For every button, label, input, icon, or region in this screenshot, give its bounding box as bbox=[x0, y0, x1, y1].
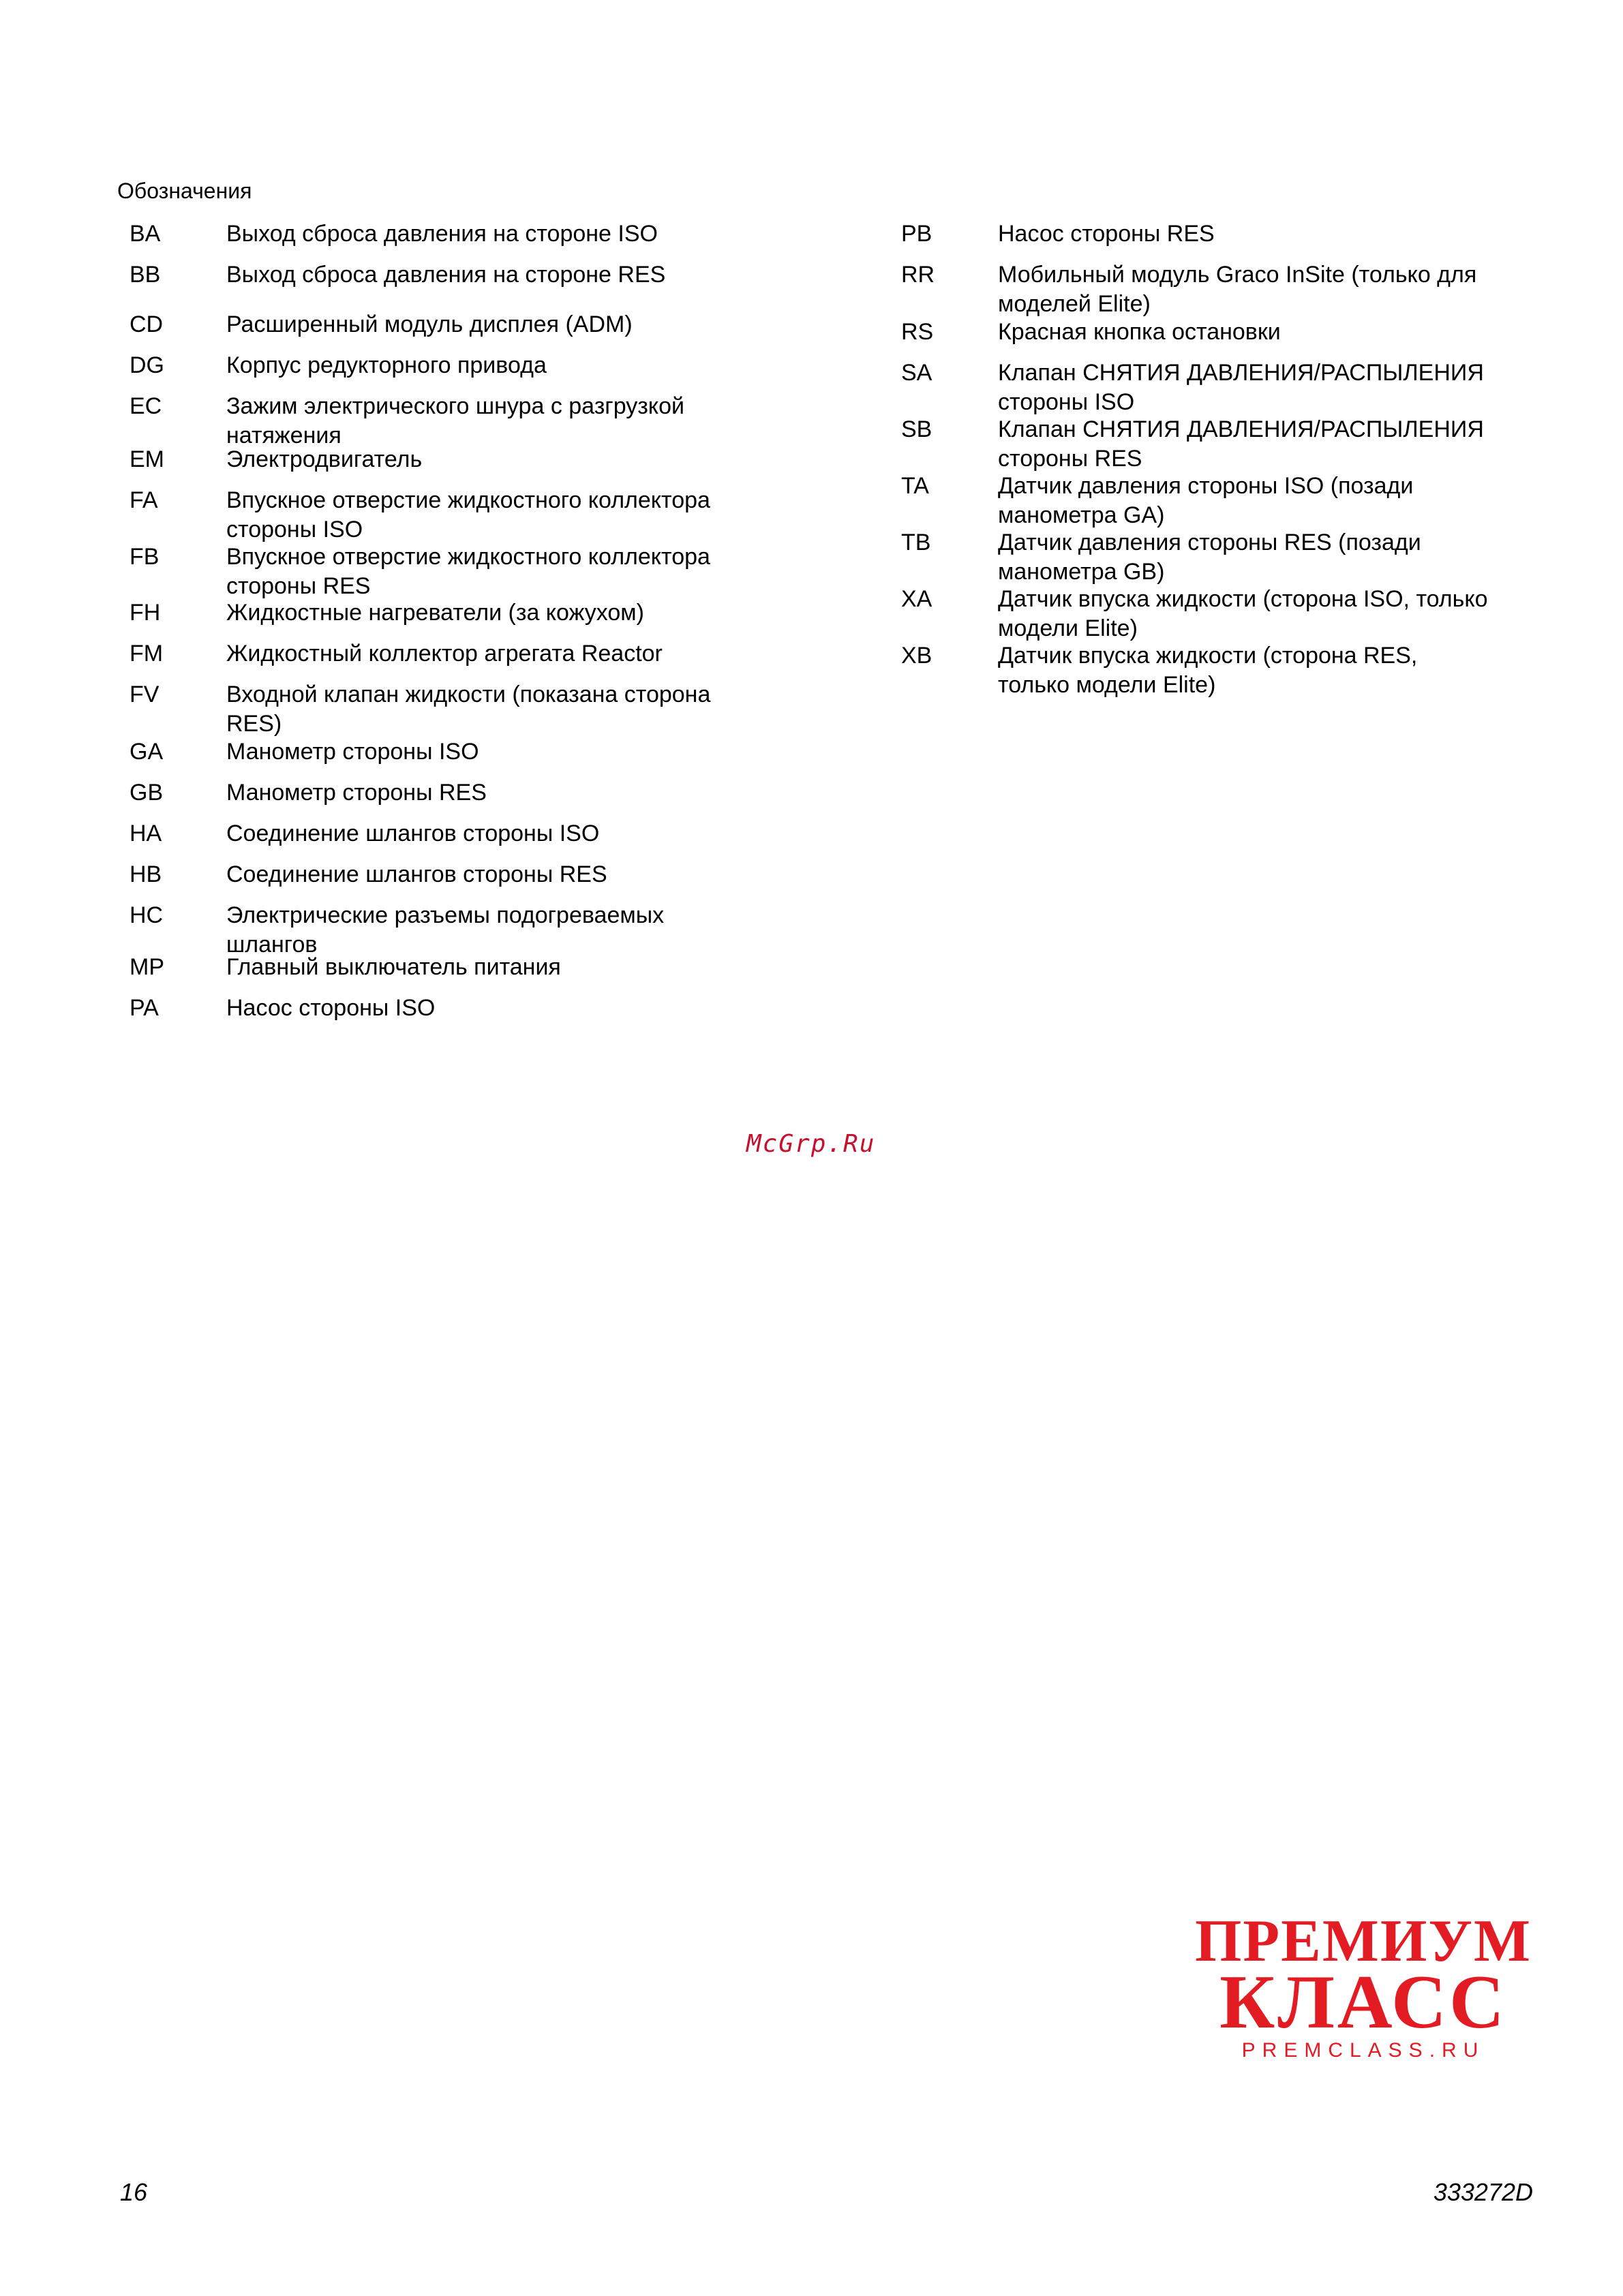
legend-code: GA bbox=[130, 739, 164, 765]
legend-code: EC bbox=[130, 393, 162, 419]
logo-line-premium: ПРЕМИУМ bbox=[1194, 1908, 1532, 1974]
legend-description: Манометр стороны ISO bbox=[226, 739, 479, 765]
legend-code: FB bbox=[130, 544, 160, 570]
legend-description: Соединение шлангов стороны RES bbox=[226, 861, 607, 887]
legend-code: XB bbox=[901, 643, 932, 669]
legend-code: CD bbox=[130, 311, 164, 337]
legend-code: XA bbox=[901, 586, 932, 612]
legend-code: RS bbox=[901, 319, 934, 345]
legend-heading: Обозначения bbox=[117, 179, 252, 203]
legend-description: Жидкостные нагреватели (за кожухом) bbox=[226, 600, 644, 626]
legend-code: FM bbox=[130, 641, 164, 667]
legend-description: Выход сброса давления на стороне ISO bbox=[226, 221, 658, 247]
logo-line-class: КЛАСС bbox=[1219, 1960, 1507, 2045]
legend-description: Входной клапан жидкости (показана сторона RES) bbox=[226, 682, 711, 737]
logo-line-domain: PREMCLASS.RU bbox=[1241, 2039, 1485, 2062]
legend-code: HB bbox=[130, 861, 162, 887]
legend-code: FA bbox=[130, 487, 158, 513]
legend-code: TB bbox=[901, 530, 931, 555]
premclass-logo bbox=[1193, 1908, 1534, 2062]
legend-code: MP bbox=[130, 954, 164, 980]
legend-description: Красная кнопка остановки bbox=[998, 319, 1281, 345]
legend-code: HC bbox=[130, 902, 164, 928]
legend-description: Насос стороны RES bbox=[998, 221, 1215, 247]
legend-description: Мобильный модуль Graco InSite (только для моделей Elite) bbox=[998, 262, 1477, 317]
legend-description: Электрические разъемы подогреваемых шлангов bbox=[226, 902, 665, 958]
legend-description: Выход сброса давления на стороне RES bbox=[226, 262, 666, 288]
legend-description: Электродвигатель bbox=[226, 446, 423, 472]
legend-code: HA bbox=[130, 821, 162, 846]
legend-description: Расширенный модуль дисплея (ADM) bbox=[226, 311, 633, 337]
legend-code: SB bbox=[901, 416, 932, 442]
legend-code: PB bbox=[901, 221, 932, 247]
legend-description: Главный выключатель питания bbox=[226, 954, 561, 980]
legend-description: Впускное отверстие жидкостного коллектора стороны ISO bbox=[226, 487, 710, 542]
legend-code: EM bbox=[130, 446, 164, 472]
legend-description: Клапан СНЯТИЯ ДАВЛЕНИЯ/РАСПЫЛЕНИЯ стороны RES bbox=[998, 416, 1484, 472]
legend-code: BA bbox=[130, 221, 161, 247]
legend-description: Впускное отверстие жидкостного коллектора стороны RES bbox=[226, 544, 710, 599]
legend-description: Насос стороны ISO bbox=[226, 995, 436, 1021]
legend-code: FV bbox=[130, 682, 160, 707]
legend-code: TA bbox=[901, 473, 929, 499]
document-number: 333272D bbox=[1433, 2178, 1533, 2206]
legend-description: Датчик впуска жидкости (сторона ISO, только модели Elite) bbox=[998, 586, 1488, 641]
legend-description: Клапан СНЯТИЯ ДАВЛЕНИЯ/РАСПЫЛЕНИЯ стороны ISO bbox=[998, 360, 1484, 415]
watermark-text: McGrp.Ru bbox=[746, 1130, 876, 1158]
legend-code: RR bbox=[901, 262, 935, 288]
legend-description: Соединение шлангов стороны ISO bbox=[226, 821, 600, 846]
legend-description: Зажим электрического шнура с разгрузкой натяжения bbox=[226, 393, 684, 448]
legend-code: SA bbox=[901, 360, 932, 386]
legend-code: GB bbox=[130, 780, 164, 806]
legend-description: Датчик впуска жидкости (сторона RES, только модели Elite) bbox=[998, 643, 1418, 698]
page-number: 16 bbox=[120, 2178, 148, 2206]
legend-description: Датчик давления стороны ISO (позади манометра GA) bbox=[998, 473, 1414, 528]
legend-description: Жидкостный коллектор агрегата Reactor bbox=[226, 641, 663, 667]
legend-description: Датчик давления стороны RES (позади манометра GB) bbox=[998, 530, 1421, 585]
legend-code: FH bbox=[130, 600, 161, 626]
legend-code: PA bbox=[130, 995, 159, 1021]
legend-code: DG bbox=[130, 352, 164, 378]
legend-description: Манометр стороны RES bbox=[226, 780, 487, 806]
legend-description: Корпус редукторного привода bbox=[226, 352, 547, 378]
legend-code: BB bbox=[130, 262, 161, 288]
